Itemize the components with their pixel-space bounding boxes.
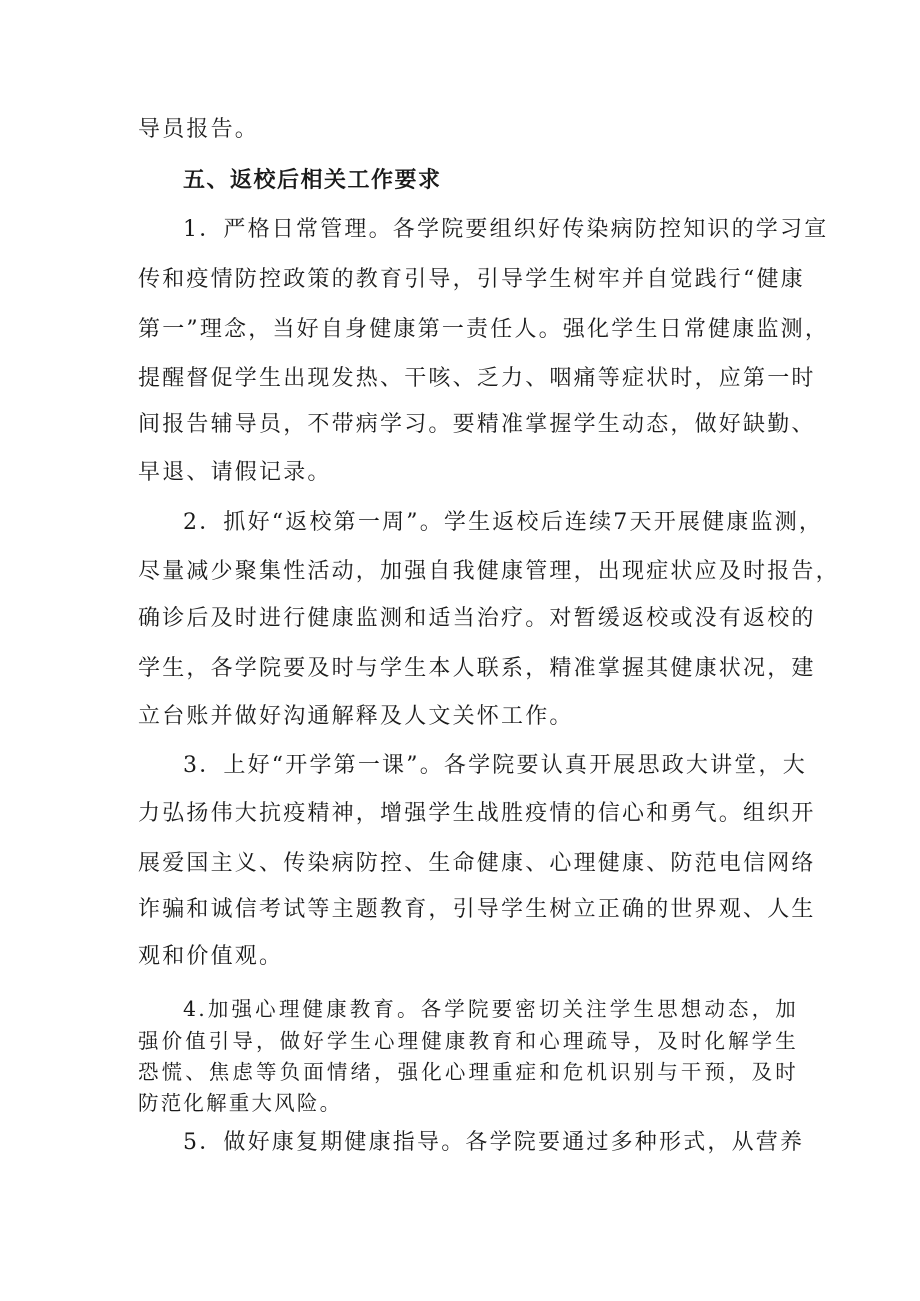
paragraph-2-line-3: 确诊后及时进行健康监测和适当治疗。对暂缓返校或没有返校的 [138, 606, 816, 631]
paragraph-1-line-1: 1．严格日常管理。各学院要组织好传染病防控知识的学习宣 [183, 217, 829, 242]
paragraph-3-line-3: 展爱国主义、传染病防控、生命健康、心理健康、防范电信网络 [138, 851, 816, 876]
continuation-text: 导员报告。 [138, 117, 260, 142]
paragraph-4-line-3: 恐慌、焦虑等负面情绪，强化心理重症和危机识别与干预，及时 [138, 1060, 798, 1084]
paragraph-4-line-4: 防范化解重大风险。 [138, 1091, 343, 1115]
paragraph-2-line-5: 立台账并做好沟通解释及人文关怀工作。 [138, 704, 574, 729]
paragraph-3-line-4: 诈骗和诚信考试等主题教育，引导学生树立正确的世界观、人生 [138, 897, 816, 922]
paragraph-3-line-1: 3．上好“开学第一课”。各学院要认真开展思政大讲堂，大 [183, 753, 807, 778]
paragraph-2-line-1: 2．抓好“返校第一周”。学生返校后连续7天开展健康监测， [183, 510, 824, 535]
paragraph-1-line-5: 间报告辅导员，不带病学习。要精准掌握学生动态，做好缺勤、 [138, 412, 816, 437]
paragraph-1-line-2: 传和疫情防控政策的教育引导，引导学生树牢并自觉践行“健康 [138, 267, 805, 292]
section-heading: 五、返校后相关工作要求 [183, 168, 442, 193]
paragraph-4-line-2: 强价值引导，做好学生心理健康教育和心理疏导，及时化解学生 [138, 1029, 798, 1053]
paragraph-4-line-1: 4.加强心理健康教育。各学院要密切关注学生思想动态，加 [183, 997, 798, 1021]
paragraph-3-line-2: 力弘扬伟大抗疫精神，增强学生战胜疫情的信心和勇气。组织开 [138, 801, 816, 826]
paragraph-1-line-6: 早退、请假记录。 [138, 460, 332, 485]
paragraph-2-line-4: 学生，各学院要及时与学生本人联系，精准掌握其健康状况，建 [138, 656, 816, 681]
paragraph-1-line-3: 第一”理念，当好自身健康第一责任人。强化学生日常健康监测， [138, 317, 830, 342]
paragraph-2-line-2: 尽量减少聚集性活动，加强自我健康管理，出现症状应及时报告， [138, 559, 840, 584]
paragraph-5-line-1: 5．做好康复期健康指导。各学院要通过多种形式，从营养 [183, 1130, 805, 1155]
paragraph-3-line-5: 观和价值观。 [138, 944, 284, 969]
paragraph-1-line-4: 提醒督促学生出现发热、干咳、乏力、咽痛等症状时，应第一时 [138, 366, 816, 391]
